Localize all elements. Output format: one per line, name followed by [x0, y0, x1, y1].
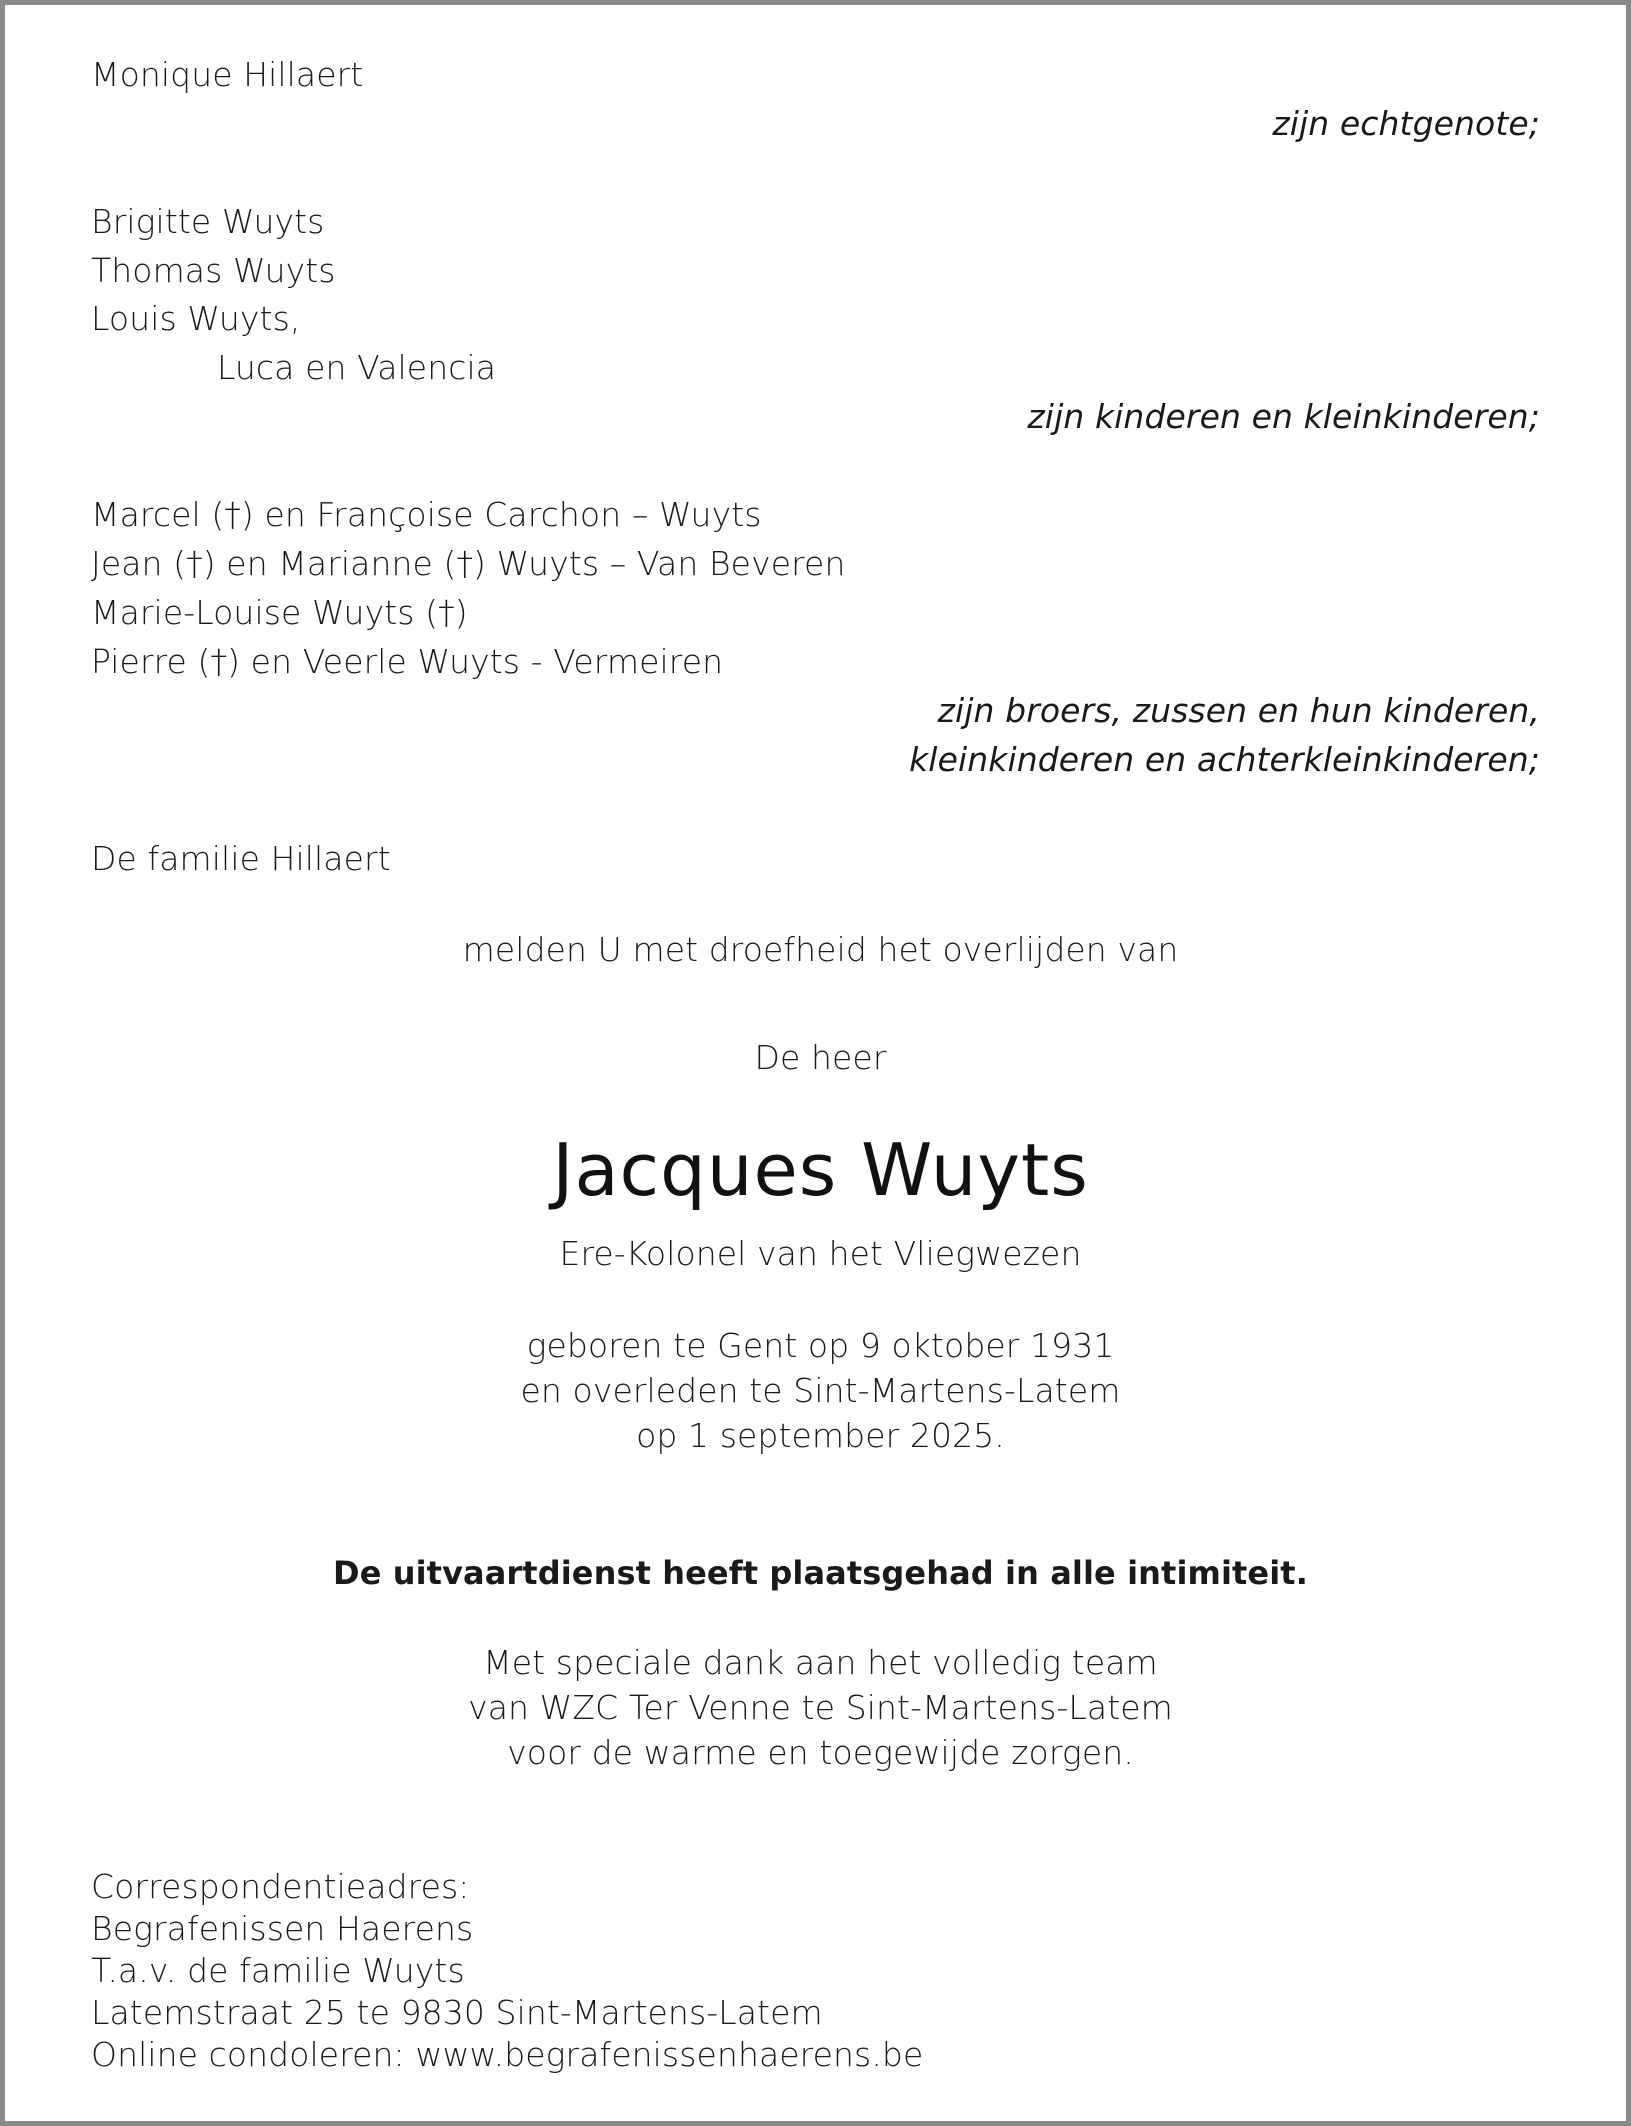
service-notice: De uitvaartdienst heeft plaatsgehad in alle intimiteit.: [333, 1554, 1308, 1592]
correspondence-line: Begrafenissen Haerens: [91, 1909, 474, 1948]
deceased-name: Jacques Wuyts: [552, 1128, 1089, 1212]
life-line: geboren te Gent op 9 oktober 1931: [526, 1326, 1115, 1365]
child-name: Louis Wuyts,: [91, 299, 301, 338]
thanks-line: Met speciale dank aan het volledig team: [483, 1643, 1158, 1682]
children-relation: zijn kinderen en kleinkinderen;: [1027, 397, 1540, 436]
child-name: Thomas Wuyts: [91, 251, 336, 290]
correspondence-address: Latemstraat 25 te 9830 Sint-Martens-Latem: [91, 1993, 823, 2032]
condolence-link[interactable]: Online condoleren: www.begrafenissenhaerens.be: [91, 2035, 924, 2074]
family-hillaert: De familie Hillaert: [91, 839, 391, 878]
correspondence-line: T.a.v. de familie Wuyts: [91, 1951, 465, 1990]
correspondence-heading: Correspondentieadres:: [91, 1867, 470, 1906]
child-name: Brigitte Wuyts: [91, 202, 325, 241]
siblings-relation-line: kleinkinderen en achterkleinkinderen;: [909, 740, 1540, 779]
thanks-line: voor de warme en toegewijde zorgen.: [507, 1733, 1134, 1772]
sibling-name: Marcel (†) en Françoise Carchon – Wuyts: [91, 495, 762, 534]
announcement-text: melden U met droefheid het overlijden van: [462, 930, 1179, 969]
life-line: op 1 september 2025.: [636, 1416, 1005, 1455]
deceased-title: Ere-Kolonel van het Vliegwezen: [559, 1234, 1082, 1273]
honorific: De heer: [754, 1038, 887, 1077]
sibling-name: Pierre (†) en Veerle Wuyts - Vermeiren: [91, 642, 724, 681]
grandchildren-names: Luca en Valencia: [217, 348, 497, 387]
thanks-line: van WZC Ter Venne te Sint-Martens-Latem: [468, 1688, 1173, 1727]
life-line: en overleden te Sint-Martens-Latem: [520, 1371, 1121, 1410]
spouse-relation: zijn echtgenote;: [1272, 104, 1540, 143]
siblings-relation-line: zijn broers, zussen en hun kinderen,: [937, 691, 1540, 730]
spouse-name: Monique Hillaert: [91, 55, 364, 94]
sibling-name: Jean (†) en Marianne (†) Wuyts – Van Beveren: [91, 544, 846, 583]
sibling-name: Marie-Louise Wuyts (†): [91, 593, 468, 632]
